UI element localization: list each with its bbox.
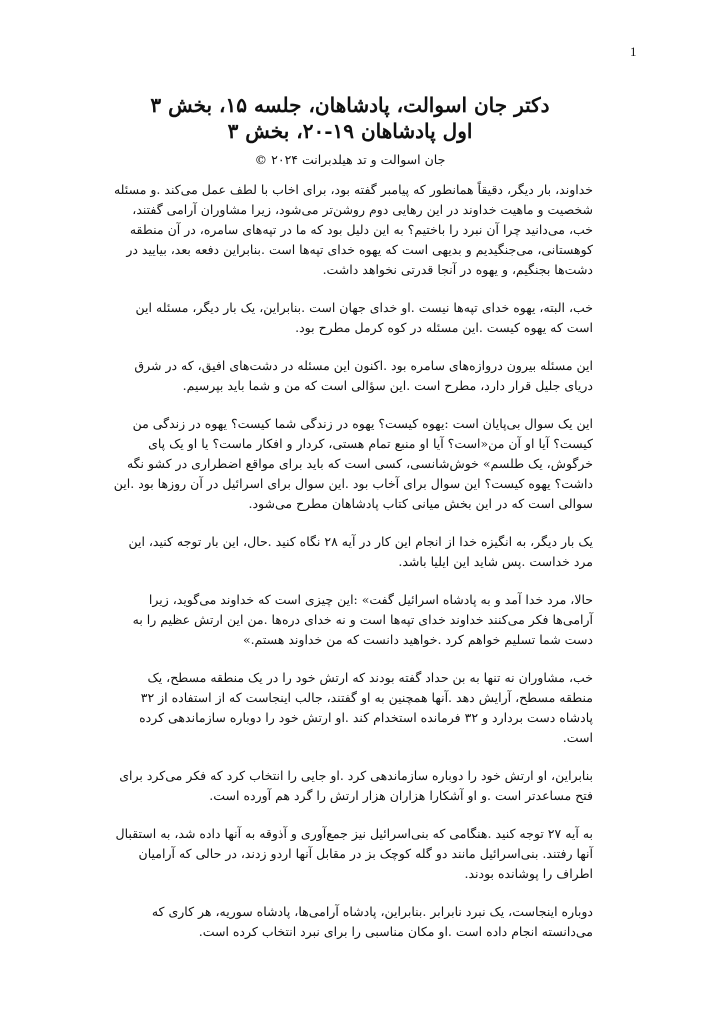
paragraph: یک بار دیگر، به انگیزه خدا از انجام این کار در آیه ۲۸ نگاه کنید .حال، این بار توجه کنید، این مرد خداست .پس شاید این ایلیا باشد. — [128, 534, 593, 569]
paragraph: این یک سوال بی‌پایان است :یهوه کیست؟ یهوه در زندگی شما کیست؟ یهوه در زندگی من کیست؟ آیا او آن من«است؟ آیا او منبع تمام هستی، کردار و افکار ماست؟ یا او یک پای خرگوش، یک طلسم» خوش‌شانسی، کسی است که باید برای مواقع اضطراری در کشو نگه داشت؟ یهوه کیست؟ این سوال برای آخاب بود .این سوال برای اسرائیل در آن روزها بود .این سوالی است که در این بخش میانی کتاب پادشاهان مطرح می‌شود. — [113, 416, 593, 511]
paragraph: خب، مشاوران نه تنها به بن حداد گفته بودند که ارتش خود را در یک منطقه مسطح، یک منطقه مسطح، آرایش دهد .آنها همچنین به او گفتند، جالب اینجاست که از استفاده از ۳۲ پادشاه دست بردارد و ۳۲ فرمانده استخدام کند .او ارتش خود را دوباره سازماندهی کرده است. — [139, 670, 593, 745]
title-line-2: اول پادشاهان ۱۹-۲۰، بخش ۳ — [227, 119, 473, 143]
paragraph: خب، البته، یهوه خدای تپه‌ها نیست .او خدای جهان است .بنابراین، یک بار دیگر، مسئله این است که یهوه کیست .این مسئله در کوه کرمل مطرح بود. — [135, 300, 593, 335]
paragraph: دوباره اینجاست، یک نبرد نابرابر .بنابراین، پادشاه آرامی‌ها، پادشاه سوریه، هر کاری که می‌دانسته انجام داده است .او مکان مناسبی را برای نبرد انتخاب کرده است. — [151, 904, 593, 939]
paragraph: این مسئله بیرون دروازه‌های سامره بود .اکنون این مسئله در دشت‌های افیق، که در شرق دریای جلیل قرار دارد، مطرح است .این سؤالی است که من و شما باید بپرسیم. — [134, 358, 593, 393]
page-number: 1 — [630, 44, 637, 59]
document-title — [70, 92, 630, 144]
paragraph: حالا، مرد خدا آمد و به پادشاه اسرائیل گفت» :این چیزی است که خداوند می‌گوید، زیرا آرامی‌ها فکر می‌کنند خداوند خدای تپه‌ها است و نه خدای دره‌ها .من این ارتش عظیم را به دست شما تسلیم خواهم کرد .خواهید دانست که من خداوند هستم.» — [132, 592, 593, 647]
paragraph: بنابراین، او ارتش خود را دوباره سازماندهی کرد .او جایی را انتخاب کرد که فکر می‌کرد برای فتح مساعدتر است .و او آشکارا هزاران هزار ارتش را گرد هم آورده است. — [119, 768, 593, 803]
paragraph: به آیه ۲۷ توجه کنید .هنگامی که بنی‌اسرائیل نیز جمع‌آوری و آذوقه به آنها داده شد، به استقبال آنها رفتند. بنی‌اسرائیل مانند دو گله کوچک بز در مقابل آنها اردو زدند، در حالی که آرامیان اطراف را پوشانده بودند. — [115, 826, 593, 881]
copyright-line: جان اسوالت و تد هیلدبرانت ۲۰۲۴ © — [254, 152, 446, 167]
title-line-1: دکتر جان اسوالت، پادشاهان، جلسه ۱۵، بخش ۳ — [150, 93, 550, 117]
document-body — [113, 180, 593, 960]
paragraph: خداوند، بار دیگر، دقیقاً همانطور که پیامبر گفته بود، برای اخاب با لطف عمل می‌کند .و مسئله شخصیت و ماهیت خداوند در این رهایی دوم روشن‌تر می‌شود، زیرا مشاوران آرامی گفتند، خب، می‌دانید چرا آن نبرد را باختیم؟ به این دلیل بود که ما در تپه‌های سامره، در آن منطقه کوهستانی، می‌جنگیدیم و بدیهی است که یهوه خدای تپه‌ها است .بنابراین دفعه بعد، بیایید در دشت‌ها بجنگیم، و یهوه در آنجا قدرتی نخواهد داشت. — [113, 182, 593, 277]
